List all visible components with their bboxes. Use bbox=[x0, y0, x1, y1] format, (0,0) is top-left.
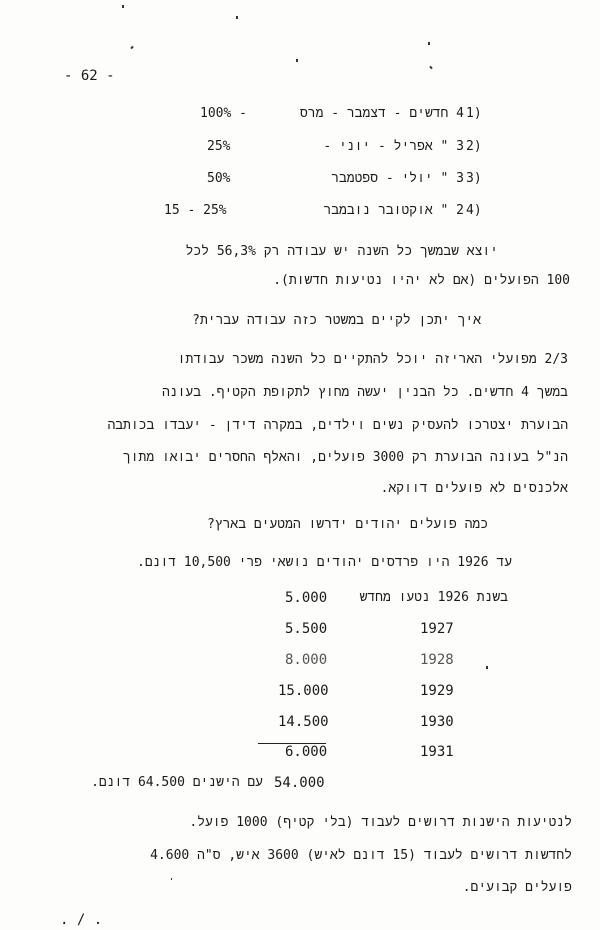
question-heading: איך יתכן לקיים במשטר כזה עבודה עברית? bbox=[192, 313, 481, 328]
planting-value: 14.500 bbox=[278, 714, 329, 730]
paragraph-line: פועלים קבועים. bbox=[462, 880, 572, 895]
footer-mark: . / . bbox=[60, 912, 103, 928]
scan-speck bbox=[236, 16, 238, 19]
schedule-index: 3) bbox=[466, 171, 482, 186]
scan-speck bbox=[122, 5, 124, 8]
paragraph-line: לחדשות דרושים לעבוד (15 דונם לאיש) 3600 איש, ס"ה 4.600 bbox=[150, 848, 572, 863]
planting-value: 8.000 bbox=[285, 652, 328, 668]
scan-speck bbox=[171, 878, 172, 880]
paragraph-line: לנטיעות הישנות דרושים לעבוד (בלי קטיף) 1000 פועל. bbox=[189, 815, 572, 830]
scan-speck bbox=[130, 46, 133, 50]
schedule-pct: 15 - 25% bbox=[164, 203, 227, 218]
plantings-header: בשנת 1926 נטעו מחדש bbox=[359, 590, 508, 605]
paragraph-line: אלכנסים לא פועלים דווקא. bbox=[380, 481, 568, 496]
schedule-pct: 100% - bbox=[200, 106, 247, 121]
planting-year: 1927 bbox=[420, 621, 454, 637]
paragraph-line: עד 1926 היו פרדסים יהודים נושאי פרי 10,500 דונם. bbox=[137, 555, 512, 570]
total-text: עם הישנים 64.500 דונם. bbox=[91, 775, 263, 790]
paragraph-line: 2/3 מפועלי האריזה יוכל להתקיים כל השנה משכר עבודתו bbox=[177, 352, 568, 367]
planting-year: 1930 bbox=[420, 714, 454, 730]
planting-value: 6.000 bbox=[285, 744, 328, 760]
planting-year: 1931 bbox=[420, 744, 454, 760]
planting-value: 15.000 bbox=[278, 683, 329, 699]
planting-year: 1928 bbox=[420, 652, 454, 668]
schedule-index: 2) bbox=[466, 139, 482, 154]
paragraph-line: הנ"ל בעונה הבוערת רק 3000 פועלים, והאלף החסרים יבואו מתוך bbox=[122, 450, 568, 465]
paragraph-line: במשך 4 חדשים. כל הבנין יעשה מחוץ לתקופת הקטיף. בעונה bbox=[162, 385, 568, 400]
schedule-months: 3 " אפריל - יוני - bbox=[323, 139, 464, 154]
page-number: - 62 - bbox=[64, 68, 115, 84]
paragraph-line: יוצא שבמשך כל השנה יש עבודה רק 56,3% לכל bbox=[185, 244, 498, 259]
schedule-months: 4 חדשים - דצמבר - מרס bbox=[299, 106, 464, 121]
planting-value: 5.500 bbox=[285, 621, 328, 637]
scan-speck bbox=[486, 666, 488, 669]
schedule-pct: 50% bbox=[207, 171, 231, 186]
paragraph-line: הבוערת יצטרכו להעסיק נשים וילדים, במקרה דידן - יעבדו בכותבה bbox=[107, 418, 568, 433]
total-value: 54.000 bbox=[274, 775, 325, 791]
schedule-months: 2 " אוקטובר נובמבר bbox=[323, 203, 464, 218]
paragraph-line: 100 הפועלים (אם לא יהיו נטיעות חדשות). bbox=[273, 273, 570, 288]
schedule-index: 4) bbox=[466, 203, 482, 218]
planting-value: 5.000 bbox=[285, 590, 328, 606]
schedule-pct: 25% bbox=[207, 139, 231, 154]
scan-speck bbox=[428, 42, 430, 45]
schedule-months: 3 " יולי - ספטמבר bbox=[331, 171, 464, 186]
question-heading: כמה פועלים יהודים ידרשו המטעים בארץ? bbox=[207, 517, 488, 532]
planting-year: 1929 bbox=[420, 683, 454, 699]
scan-speck bbox=[296, 59, 298, 62]
schedule-index: 1) bbox=[466, 106, 482, 121]
scan-speck bbox=[429, 66, 432, 70]
